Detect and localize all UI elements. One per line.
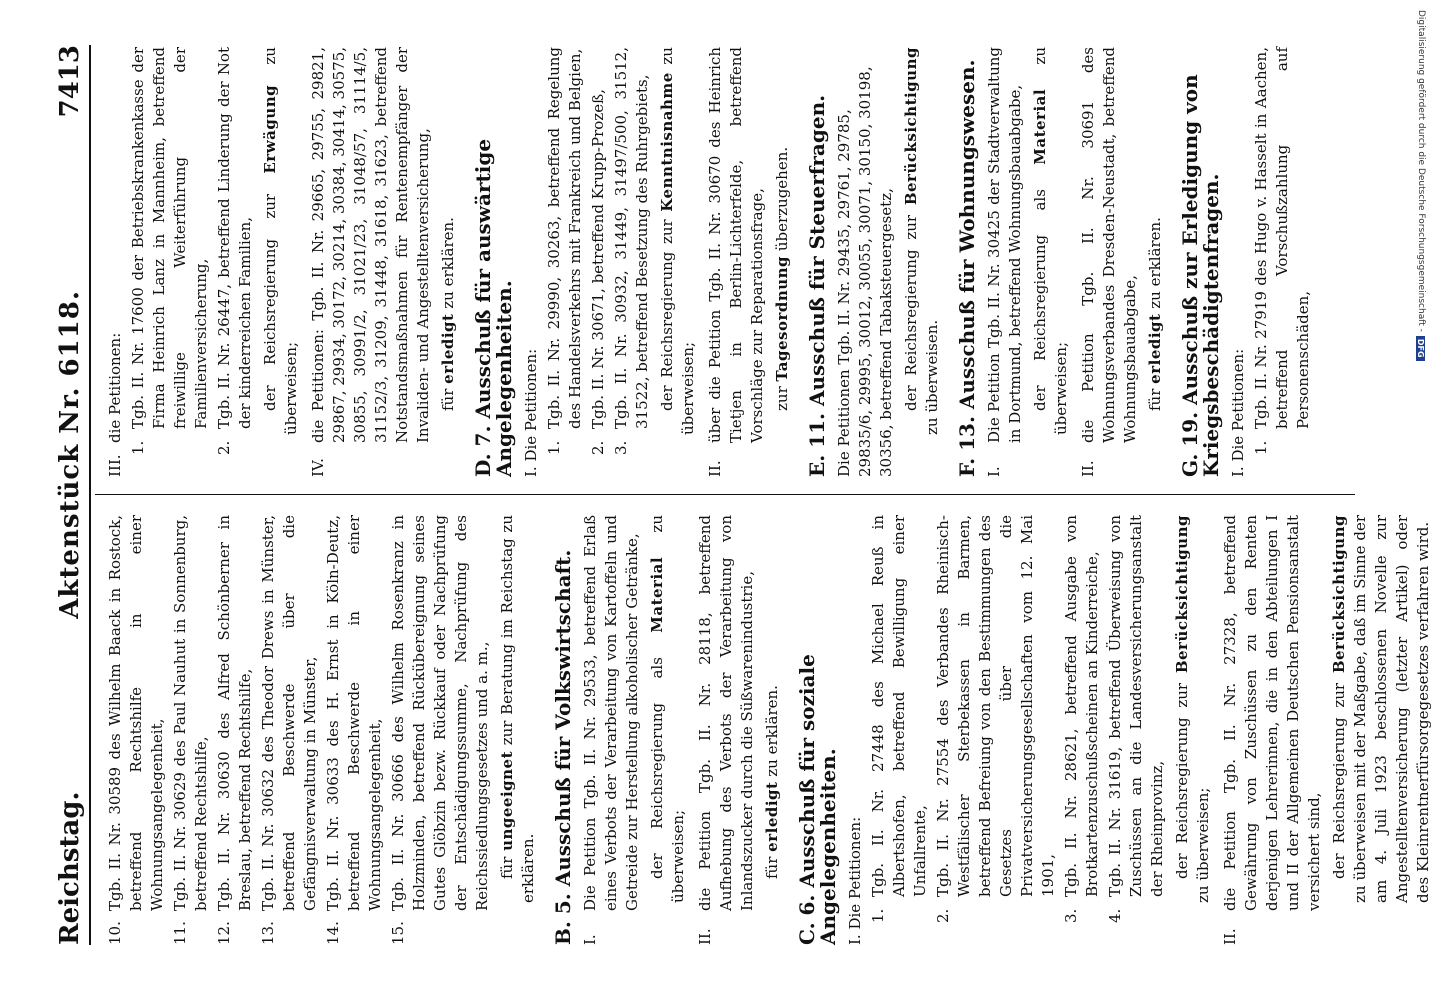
resolution: der Reichsregierung zur Kenntnisnahme zu überweisen;	[658, 47, 697, 435]
dfg-logo: DFG	[1417, 336, 1426, 361]
left-column	[105, 515, 1434, 945]
sub-list	[128, 47, 256, 477]
resolution: der Reichsregierung zur Berücksichtigung zu überweisen.	[902, 47, 941, 435]
sub-list	[868, 515, 1168, 945]
list-intro: III. die Petitionen:	[106, 332, 124, 477]
list-item: II. die Petition Tgb. II. Nr. 30691 des Wohnungsverbandes Dresden-Neustadt, betreffend Wohnungsbauabgabe,	[1079, 47, 1139, 477]
list-item: II. die Petition Tgb. II. Nr. 27328, betreffend Gewährung von Zuschüssen zu den Renten derjenigen Lehrerinnen, die in den Abteilungen I und II der Allgemeinen Deutschen Pensionsanstalt versichert sind,	[1221, 515, 1323, 945]
list-item: 10. Tgb. II. Nr. 30589 des Wilhelm Baack in Rostock, betreffend Rechtshilfe in einer Wohnungsangelegenheit,	[106, 515, 166, 945]
list-item: 14. Tgb. II. Nr. 30633 des H. Ernst in Köln-Deutz, betreffend Beschwerde in einer Wohnungsangelegenheit,	[324, 515, 384, 945]
list-item: 11. Tgb. II. Nr. 30629 des Paul Nauhut in Sonnenburg, betreffend Rechtshilfe,	[171, 515, 210, 945]
list-item: 4. Tgb. II. Nr. 31619, betreffend Überweisung von Zuschüssen an die Landesversicherungsanstalt der Rheinprovinz,	[1106, 515, 1166, 923]
header-title: Aktenstück Nr. 6118.	[55, 290, 85, 619]
resolution: zur Tagesordnung überzugehen.	[773, 146, 791, 411]
list-intro: I. Die Petitionen:	[1229, 348, 1247, 477]
section-heading: B. 5. Ausschuß für Volkswirtschaft.	[551, 549, 575, 945]
list-intro: I. Die Petitionen:	[846, 816, 864, 945]
list-item: II. über die Petition Tgb. II. Nr. 30670 des Heinrich Tietjen in Berlin-Lichterfelde, betreffend Vorschläge zur Reparationsfrage,	[706, 47, 766, 477]
section-heading: G. 19. Ausschuß zur Erledigung von Kriegsbeschädigtenfragen.	[1178, 74, 1223, 477]
list-item: 1. Tgb. II. Nr. 27919 des Hugo v. Hasselt in Aachen, betreffend Vorschußzahlung auf Personenschäden,	[1252, 47, 1312, 455]
resolution: der Reichsregierung zur Erwägung zu überweisen;	[261, 47, 300, 435]
section-heading: D. 7. Ausschuß für auswärtige Angelegenheiten.	[471, 138, 516, 477]
resolution: für erledigt zu erklären.	[1146, 217, 1164, 411]
list-item: 15. Tgb. II. Nr. 30666 des Wilhelm Rosenkranz in Holzminden, betreffend Rückübereignung seines Gutes Glöbzin bezw. Rückkauf oder Nachprüfung der Entschädigungssumme, Nachprüfung des Reichssiedlungsgesetzes und a. m.,	[389, 515, 491, 945]
column-divider	[95, 494, 1355, 495]
list-intro: I. Die Petitionen:	[522, 348, 540, 477]
sub-list	[1251, 47, 1314, 477]
page-number: 7413	[55, 45, 85, 118]
section-heading: F. 13. Ausschuß für Wohnungswesen.	[955, 59, 979, 477]
section-text: Die Petitionen Tgb. II. Nr. 29435, 29761, 29785, 29835/6, 29995, 30012, 30055, 30071, 30150, 30198, 30356, betreffend Tabaksteuergesetz,	[835, 66, 895, 477]
list-item: IV. die Petitionen: Tgb. II. Nr. 29665, 29755, 29821, 29867, 29934, 30172, 30214, 30384, 30414, 30575, 30855, 30991/2, 31021/23, 31048/57, 31114/5, 31152/3, 31209, 31448, 31618, 31623, betreffend Notstandsmaßnahmen für Rentenempfänger der Invaliden- und Angestelltenversicherung,	[309, 46, 432, 477]
right-column	[105, 47, 1316, 477]
sub-list	[544, 47, 653, 477]
header-rule	[89, 45, 91, 945]
list-item: 2. Tgb. II. Nr. 27554 des Verbandes Rheinisch-Westfälischer Sterbekassen in Barmen, betreffend Befreiung von den Bestimmungen des Gesetzes über die Privatversicherungsgesellschaften vom 12. Mai 1901,	[934, 515, 1057, 923]
list-item: 12. Tgb. II. Nr. 30630 des Alfred Schönberner in Breslau, betreffend Rechtshilfe,	[215, 515, 254, 945]
section-heading: E. 11. Ausschuß für Steuerfragen.	[805, 94, 829, 477]
list-item: 1. Tgb. II. Nr. 27448 des Michael Reuß in Albertshofen, betreffend Bewilligung einer Unfallrente,	[869, 515, 929, 923]
resolution: für ungeeignet zur Beratung im Reichstag zu erklären.	[498, 515, 537, 903]
list-item: 13. Tgb. II. Nr. 30632 des Theodor Drews in Münster, betreffend Beschwerde über die Gefängnisverwaltung in Münster,	[259, 515, 319, 945]
digitization-note	[1414, 10, 1428, 990]
list-item: II. die Petition Tgb. II. Nr. 28118, betreffend Aufhebung des Verbots der Verarbeitung von Inlandszucker durch die Süßwarenindustrie,	[696, 515, 756, 945]
resolution: der Reichsregierung als Material zu überweisen;	[1031, 47, 1070, 435]
list-item: 1. Tgb. II. Nr. 29990, 30263, betreffend Regelung des Handelsverkehrs mit Frankreich und Belgien,	[545, 47, 584, 455]
resolution: der Reichsregierung zur Berücksichtigung zu überweisen mit der Maßgabe, daß im Sinne der am 4. Juli 1923 beschlossenen Novelle zur Angestelltenversicherung (letzter Artikel) oder des Kleinrentnerfürsorgegesetzes verfahren wird.	[1330, 515, 1432, 903]
resolution: für erledigt zu erklären.	[763, 685, 781, 879]
petition-list-top	[105, 515, 493, 945]
list-item: I. Die Petition Tgb. II. Nr. 29533, betreffend Erlaß eines Verbots der Verarbeitung von Kartoffeln und Getreide zur Herstellung alkoholischer Getränke,	[581, 515, 641, 945]
list-item: 2. Tgb. II. Nr. 26447, betreffend Linderung der Not der kinderreichen Familien,	[215, 47, 254, 455]
page-header	[45, 45, 85, 945]
list-item: 2. Tgb. II. Nr. 30671, betreffend Krupp-Prozeß,	[589, 89, 607, 455]
resolution: der Reichsregierung als Material zu überweisen;	[648, 515, 687, 903]
resolution: der Reichsregierung zur Berücksichtigung zu überweisen;	[1173, 515, 1212, 903]
list-item: I. Die Petition Tgb. II. Nr. 30425 der Stadtverwaltung in Dortmund, betreffend Wohnungsbauabgabe,	[985, 47, 1024, 477]
resolution: für erledigt zu erklären.	[439, 217, 457, 411]
list-item: 3. Tgb. II. Nr. 30932, 31449, 31497/500, 31512, 31522, betreffend Besetzung des Ruhrgebiets,	[612, 47, 651, 455]
list-item: 3. Tgb. II. Nr. 28621, betreffend Ausgabe von Brotkartenzuschußscheinen an Kinderreiche,	[1062, 515, 1101, 923]
section-heading: C. 6. Ausschuß für soziale Angelegenheiten.	[795, 654, 840, 945]
digitization-credit: Digitalisierung gefördert durch die Deutsche Forschungsgemeinschaft -	[1416, 10, 1426, 332]
header-left: Reichstag.	[55, 791, 85, 945]
list-item: 1. Tgb. II. Nr. 17600 der Betriebskrankenkasse der Firma Heinrich Lanz in Mannheim, betreffend freiwillige Weiterführung der Familienversicherung,	[129, 47, 210, 455]
